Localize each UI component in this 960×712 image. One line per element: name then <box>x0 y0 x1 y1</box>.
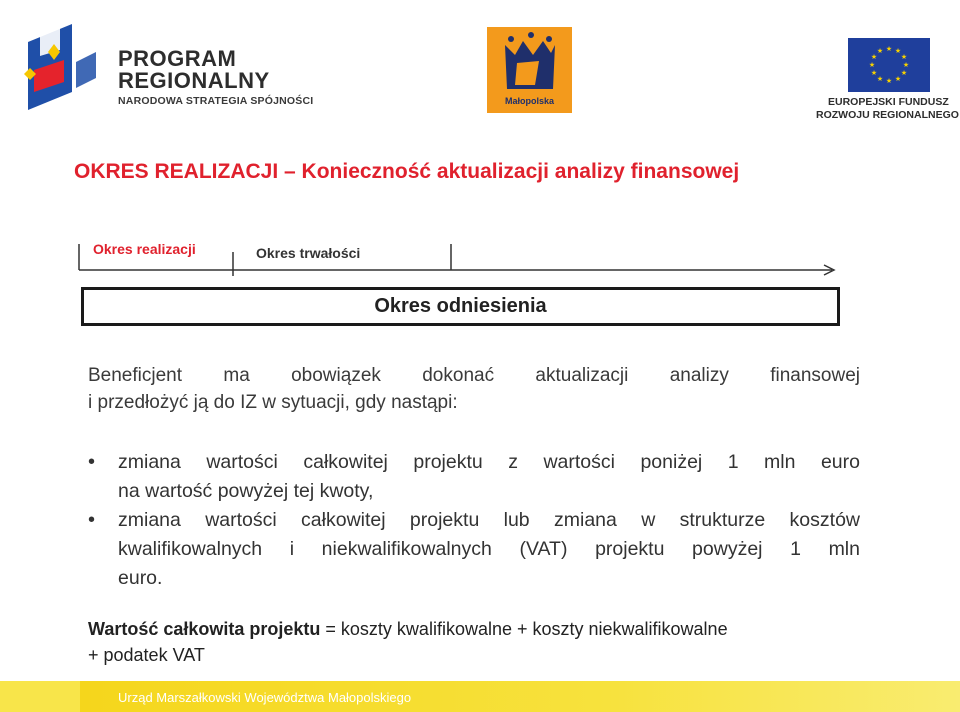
eu-fund-logo <box>816 38 959 121</box>
intro-line1: Beneficjent ma obowiązek dokonać aktualizacji analizy finansowej <box>88 365 860 386</box>
list-item <box>88 448 860 506</box>
eu-logo-line1: EUROPEJSKI FUNDUSZ <box>828 96 949 108</box>
svg-text:★: ★ <box>876 75 884 83</box>
program-logo-line3: NARODOWA STRATEGIA SPÓJNOŚCI <box>118 95 314 107</box>
bullet1-line2: na wartość powyżej tej kwoty, <box>118 480 374 502</box>
svg-text:★: ★ <box>868 61 876 69</box>
svg-text:★: ★ <box>870 53 878 61</box>
eu-flag-icon <box>848 38 930 92</box>
svg-text:★: ★ <box>885 45 893 53</box>
total-value-formula <box>88 616 878 668</box>
realization-period-label: Okres realizacji <box>93 241 196 257</box>
intro-line2: i przedłożyć ją do IZ w sytuacji, gdy nastąpi: <box>88 392 458 413</box>
formula-line2: + podatek VAT <box>88 645 205 665</box>
formula-rest: = koszty kwalifikowalne + koszty niekwalifikowalne <box>320 619 728 639</box>
durability-period-label: Okres trwałości <box>256 245 361 261</box>
reference-period-box <box>81 287 840 326</box>
svg-text:★: ★ <box>900 69 908 77</box>
list-item <box>88 506 860 593</box>
bullet1-line1: • zmiana wartości całkowitej projektu z wartości poniżej 1 mln euro <box>118 451 860 473</box>
malopolska-label: Małopolska <box>504 96 554 106</box>
conditions-list <box>88 448 860 593</box>
program-regionalny-logo <box>20 22 320 114</box>
svg-text:★: ★ <box>876 47 884 55</box>
footer-text: Urząd Marszałkowski Województwa Małopolskiego <box>118 690 412 705</box>
eu-logo-line2: ROZWOJU REGIONALNEGO <box>816 109 959 121</box>
program-regionalny-icon <box>20 22 98 114</box>
footer-bar <box>0 681 960 712</box>
reference-period-label: Okres odniesienia <box>374 295 547 317</box>
bullet2-line2: kwalifikowalnych i niekwalifikowalnych (VAT) projektu powyżej 1 mln <box>118 538 860 560</box>
intro-paragraph <box>88 362 860 416</box>
formula-bold-term: Wartość całkowita projektu <box>88 619 321 639</box>
bullet2-line1: • zmiana wartości całkowitej projektu lub zmiana w strukturze kosztów <box>118 509 860 531</box>
program-logo-line2: REGIONALNY <box>118 68 270 93</box>
program-logo-line1: PROGRAM <box>118 46 237 71</box>
svg-text:★: ★ <box>894 47 902 55</box>
svg-text:★: ★ <box>902 61 910 69</box>
svg-text:★: ★ <box>900 53 908 61</box>
svg-text:★: ★ <box>870 69 878 77</box>
slide-title: OKRES REALIZACJI – Konieczność aktualizacji analizy finansowej <box>74 160 740 183</box>
svg-text:★: ★ <box>894 75 902 83</box>
bullet2-line3: euro. <box>118 567 163 589</box>
svg-text:★: ★ <box>885 77 893 85</box>
malopolska-logo <box>487 27 572 113</box>
